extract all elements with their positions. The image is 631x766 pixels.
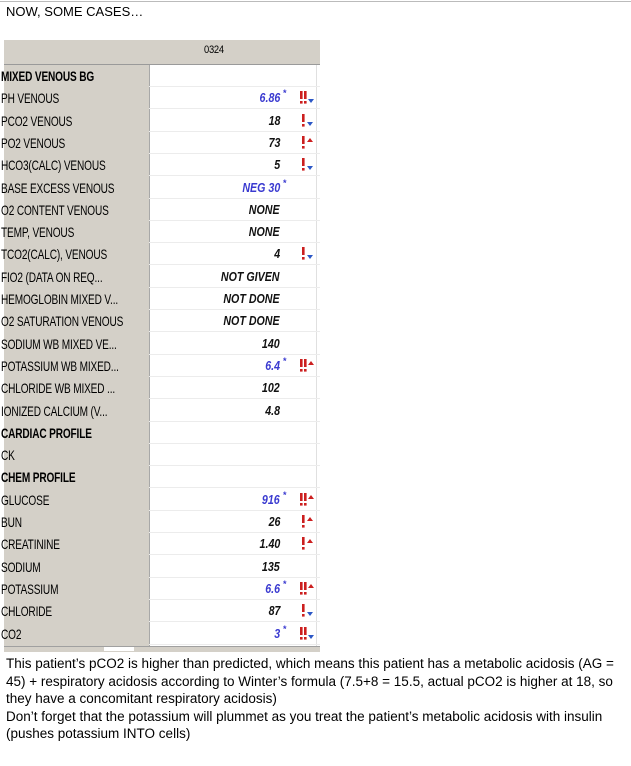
horizontal-scrollbar[interactable] <box>4 646 320 652</box>
lab-row[interactable] <box>1 199 320 221</box>
high-flag-icon <box>300 537 316 551</box>
lab-label: POTASSIUM WB MIXED... <box>1 357 119 374</box>
lab-row[interactable] <box>1 221 320 243</box>
lab-label: HEMOGLOBIN MIXED V... <box>1 291 119 307</box>
scrollbar-thumb[interactable] <box>104 647 134 651</box>
lab-value: 26 <box>268 514 280 529</box>
lab-row[interactable] <box>1 377 320 399</box>
lab-value: 18 <box>268 112 280 128</box>
lab-value: NEG 30 <box>242 179 280 195</box>
lab-label: PCO2 VENOUS <box>1 112 73 129</box>
lab-label: CK <box>1 447 15 464</box>
low-flag-icon <box>300 91 316 105</box>
lab-value: 3 <box>274 625 280 641</box>
low-flag-icon <box>300 627 316 641</box>
lab-value: 5 <box>274 157 280 173</box>
lab-row[interactable] <box>1 110 320 132</box>
lab-row[interactable] <box>1 489 320 511</box>
abnormal-marker: * <box>283 623 287 634</box>
lab-label: HCO3(CALC) VENOUS <box>1 157 106 174</box>
lab-label: O2 CONTENT VENOUS <box>1 201 109 218</box>
abnormal-marker: * <box>283 88 287 99</box>
lab-value: 87 <box>268 603 280 619</box>
lab-label: MIXED VENOUS BG <box>1 68 95 84</box>
lab-row[interactable] <box>1 623 320 645</box>
low-flag-icon <box>300 604 316 618</box>
lab-row[interactable] <box>1 333 320 355</box>
section-header-row[interactable] <box>1 422 320 444</box>
lab-value: NOT DONE <box>223 313 280 329</box>
lab-row[interactable] <box>1 511 320 533</box>
lab-value: 102 <box>262 380 280 396</box>
lab-label: PH VENOUS <box>1 90 60 107</box>
lab-label: CARDIAC PROFILE <box>1 424 92 441</box>
section-header-row[interactable] <box>1 65 320 87</box>
row-divider <box>149 644 320 645</box>
lab-label: POTASSIUM <box>1 580 59 597</box>
column-header-date[interactable]: 0324 <box>204 44 224 56</box>
lab-results-grid <box>1 40 320 651</box>
section-header-row[interactable] <box>1 466 320 488</box>
high-flag-icon <box>300 136 316 150</box>
lab-value: NONE <box>249 224 280 240</box>
lab-row[interactable] <box>1 266 320 288</box>
lab-row[interactable] <box>1 310 320 332</box>
lab-value: 6.6 <box>265 580 280 596</box>
lab-row[interactable] <box>1 400 320 422</box>
lab-row[interactable] <box>1 578 320 600</box>
lab-row[interactable] <box>1 444 320 466</box>
abnormal-marker: * <box>283 355 287 366</box>
lab-value: 916 <box>262 491 280 507</box>
lab-row[interactable] <box>1 600 320 622</box>
lab-label: GLUCOSE <box>1 491 50 508</box>
abnormal-marker: * <box>283 578 287 589</box>
high-flag-icon <box>300 582 316 596</box>
explanation-paragraph-2: Don’t forget that the potassium will plummet as you treat the patient’s metabolic acidosis with insulin (pushes potassium INTO cells) <box>6 708 603 741</box>
lab-row[interactable] <box>1 132 320 154</box>
explanation-text <box>6 655 626 743</box>
lab-value: 4 <box>274 246 280 262</box>
lab-value: NOT GIVEN <box>221 268 280 284</box>
lab-value: 6.86 <box>259 90 280 106</box>
lab-value: 6.4 <box>265 357 280 373</box>
lab-label: TCO2(CALC), VENOUS <box>1 246 108 263</box>
lab-label: CREATININE <box>1 536 60 553</box>
lab-label: BUN <box>1 514 22 530</box>
lab-value: NONE <box>249 201 280 217</box>
high-flag-icon <box>300 515 316 529</box>
lab-label: CHEM PROFILE <box>1 469 76 486</box>
lab-label: O2 SATURATION VENOUS <box>1 313 124 330</box>
lab-label: BASE EXCESS VENOUS <box>1 179 115 196</box>
high-flag-icon <box>300 493 316 507</box>
lab-value: 4.8 <box>265 402 280 418</box>
lab-row[interactable] <box>1 87 320 109</box>
explanation-paragraph-1: This patient’s pCO2 is higher than predicted, which means this patient has a metabolic acidosis (AG = 45) + respiratory acidosis according to Winter’s formula (7.5+8 = 15.5, actual pCO2 is higher at 18, so they have a concomitant respiratory acidosis) <box>6 656 614 706</box>
abnormal-marker: * <box>283 177 287 188</box>
lab-value: 73 <box>268 134 280 150</box>
abnormal-marker: * <box>283 489 287 500</box>
top-divider <box>0 1 631 2</box>
lab-row[interactable] <box>1 243 320 265</box>
lab-label: CHLORIDE WB MIXED ... <box>1 380 116 397</box>
lab-value: 135 <box>262 558 280 574</box>
lab-label: TEMP, VENOUS <box>1 224 75 241</box>
lab-row[interactable] <box>1 177 320 199</box>
lab-value: 140 <box>262 335 280 351</box>
lab-row[interactable] <box>1 355 320 377</box>
lab-label: SODIUM WB MIXED VE... <box>1 335 117 352</box>
low-flag-icon <box>300 114 316 128</box>
lab-label: SODIUM <box>1 558 41 575</box>
page-title: NOW, SOME CASES… <box>6 4 144 19</box>
lab-row[interactable] <box>1 556 320 578</box>
low-flag-icon <box>300 247 316 261</box>
lab-row[interactable] <box>1 154 320 176</box>
lab-row[interactable] <box>1 288 320 310</box>
lab-value: 1.40 <box>259 536 280 552</box>
high-flag-icon <box>300 359 316 373</box>
low-flag-icon <box>300 158 316 172</box>
lab-label: PO2 VENOUS <box>1 134 66 151</box>
grid-header <box>4 40 320 65</box>
lab-label: CO2 <box>1 625 22 642</box>
lab-label: FIO2 (DATA ON REQ... <box>1 268 103 285</box>
lab-value: NOT DONE <box>223 291 280 306</box>
lab-row[interactable] <box>1 533 320 555</box>
lab-label: IONIZED CALCIUM (V... <box>1 402 108 419</box>
lab-label: CHLORIDE <box>1 603 52 620</box>
